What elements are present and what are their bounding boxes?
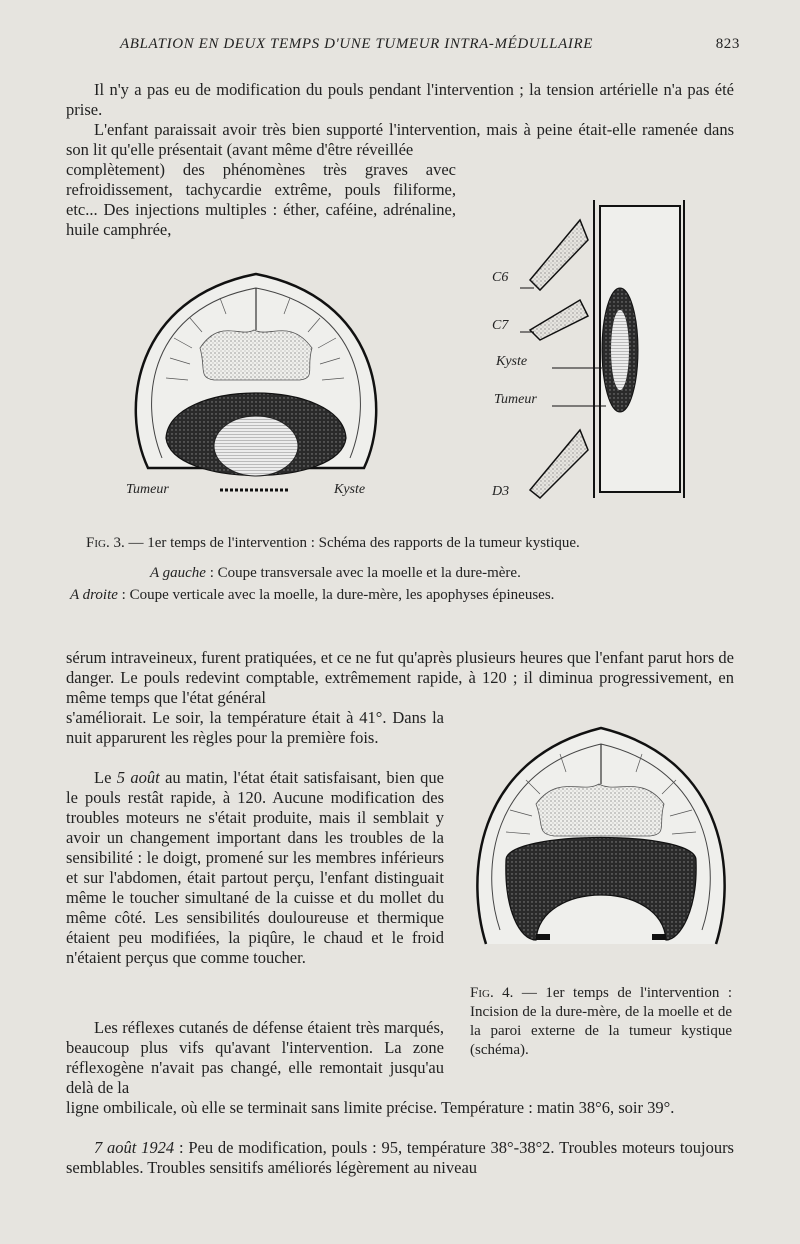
- p4-rest: au matin, l'état était satisfaisant, bien que le pouls restât rapide, à 120. Aucune modification des troubles moteurs ne s'était produite, mais il semblait y avoir un changement important dans les troubles de la sensibilité : le doigt, promené sur les membres inférieurs et sur l'abdomen, était partout perçu, l'enfant distinguait même le toucher simultané de la cuisse et du mollet du même côté. Les sensibilités douloureuse et thermique étaient peu modifiées, la piqûre, le chaud et le froid n'étaient perçus que comme toucher.: [66, 768, 445, 967]
- fig3-label-tumeur-left: Tumeur: [126, 482, 169, 497]
- running-title: ABLATION EN DEUX TEMPS D'UNE TUMEUR INTRA-MÉDULLAIRE: [120, 36, 593, 52]
- fig3-label-kyste-right: Kyste: [496, 354, 528, 369]
- p4-pre: Le: [94, 768, 117, 787]
- fig3-label-c6: C6: [492, 270, 509, 285]
- paragraph-7-aout: [66, 1138, 734, 1178]
- fig3-caption-right-lead: A droite: [70, 587, 118, 603]
- fig4-incision-section: [466, 720, 736, 956]
- paragraph-enfant: L'enfant paraissait avoir très bien supporté l'intervention, mais à peine était-elle ramenée dans son lit qu'elle présentait (avant même d'être réveillée: [66, 120, 734, 159]
- fig3-caption-right-rest: : Coupe verticale avec la moelle, la dure-mère, les apophyses épineuses.: [117, 587, 555, 603]
- paragraph-enfant-cont: complètement) des phénomènes très graves avec refroidissement, tachycardie extrême, pouls filiforme, etc... Des injections multiples : éther, caféine, adrénaline, huile camphrée,: [66, 160, 456, 239]
- paragraph-serum: sérum intraveineux, furent pratiquées, et ce ne fut qu'après plusieurs heures que l'enfant parut hors de danger. Le pouls redevint comptable, extrêmement rapide, à 120 ; il diminua progressivement, en même temps que l'état général: [66, 648, 735, 707]
- fig3-caption-main: 1er temps de l'intervention : Schéma des rapports de la tumeur kystique.: [147, 535, 580, 551]
- paragraph-5-aout: [66, 768, 444, 968]
- p4-date: 5 août: [116, 768, 160, 787]
- fig3-caption-left-rest: : Coupe transversale avec la moelle et la dure-mère.: [205, 565, 521, 581]
- p6-date: 7 août 1924: [94, 1138, 175, 1157]
- fig3-label-d3: D3: [492, 484, 510, 499]
- fig3-caption-left: [150, 564, 770, 583]
- fig3-caption: Fig. 3. — 1er temps de l'intervention : Schéma des rapports de la tumeur kystique.: [86, 535, 580, 551]
- running-header: [120, 36, 740, 53]
- fig4-caption-fig: Fig. 4.: [470, 985, 514, 1001]
- fig3-caption-fig: Fig. 3.: [86, 535, 125, 551]
- p6-rest: : Peu de modification, pouls : 95, température 38°-38°2. Troubles moteurs toujours semblables. Troubles sensitifs améliorés légèrement au niveau: [66, 1138, 734, 1177]
- fig3-caption-right: [70, 586, 750, 605]
- fig3-label-c7: C7: [492, 318, 509, 333]
- fig3-label-kyste-left: Kyste: [334, 482, 366, 497]
- paragraph-reflexes: Les réflexes cutanés de défense étaient très marqués, beaucoup plus vifs qu'avant l'intervention. La zone réflexogène n'avait pas changé, elle remontait jusqu'au delà de la: [66, 1018, 444, 1097]
- paragraph-pulse: Il n'y a pas eu de modification du pouls pendant l'intervention ; la tension artérielle n'a pas été prise.: [66, 80, 734, 119]
- paragraph-serum-cont: s'améliorait. Le soir, la température était à 41°. Dans la nuit apparurent les règles pour la première fois.: [66, 708, 444, 747]
- fig4-caption: [470, 984, 732, 1060]
- page-number: 823: [715, 36, 740, 52]
- fig4-caption-text: — 1er temps de l'intervention : Incision de la dure-mère, de la moelle et de la paroi externe de la tumeur kystique (schéma).: [470, 985, 732, 1058]
- fig3-transverse-section: [130, 268, 382, 506]
- fig3-caption-left-lead: A gauche: [150, 565, 206, 581]
- fig3-label-tumeur-right: Tumeur: [494, 392, 537, 407]
- fig3-vertical-section: [520, 200, 690, 500]
- paragraph-ombilicale: ligne ombilicale, où elle se terminait sans limite précise. Température : matin 38°6, soir 39°.: [66, 1098, 675, 1117]
